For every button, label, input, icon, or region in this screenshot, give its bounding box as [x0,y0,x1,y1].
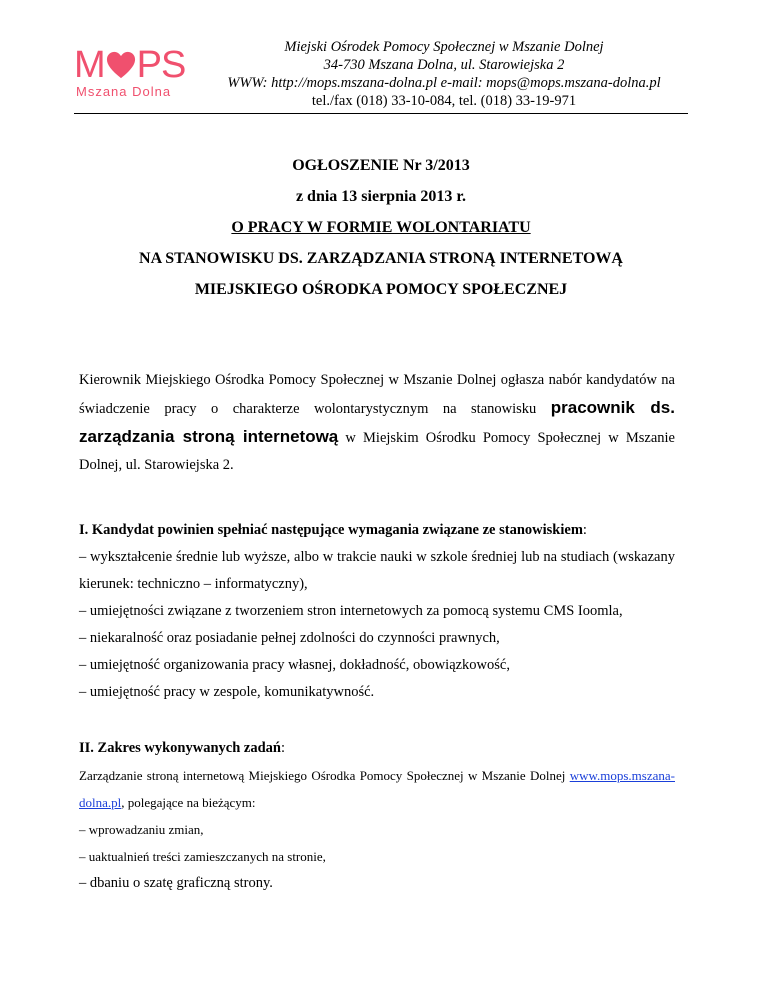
list-item: – dbaniu o szatę graficzną strony. [79,875,273,891]
list-item: – umiejętność pracy w zespole, komunikatywność. [79,684,375,700]
intro-text-2: w Miejskim Ośrodku Pomocy Społecznej w Mszanie Dolnej, ul. Starowiejska 2. [79,430,675,473]
org-web-email: WWW: http://mops.mszana-dolna.pl e-mail: mops@mops.mszana-dolna.pl [227,75,661,91]
announcement-number: OGŁOSZENIE Nr 3/2013 [292,157,470,174]
duties-section [79,735,675,897]
letterhead [0,36,768,116]
duties-heading: II. Zakres wykonywanych zadań: [79,740,286,756]
org-name: Miejski Ośrodek Pomocy Społecznej w Mszanie Dolnej [284,39,604,55]
announcement-institution: MIEJSKIEGO OŚRODKA POMOCY SPOŁECZNEJ [194,281,568,298]
position-name: pracownik ds. zarządzania stroną internetową [79,398,675,446]
duties-intro: Zarządzanie stroną internetową Miejskiego Ośrodka Pomocy Społecznej w Mszanie Dolnej www.mops.mszana-dolna.pl, polegające na bieżącym: [79,768,675,810]
announcement-date: z dnia 13 sierpnia 2013 r. [295,188,467,205]
list-item: – wykształcenie średnie lub wyższe, albo w trakcie nauki w szkole średniej lub na studiach (wskazany kierunek: techniczno – informatyczny), [79,549,675,592]
list-item: – umiejętność organizowania pracy własnej, dokładność, obowiązkowość, [79,657,510,673]
list-item: – wprowadzaniu zmian, [79,822,204,837]
list-item: – niekaralność oraz posiadanie pełnej zdolności do czynności prawnych, [79,630,500,646]
org-contact-block [200,38,688,110]
intro-text-1: Kierownik Miejskiego Ośrodka Pomocy Społecznej w Mszanie Dolnej ogłasza nabór kandydatów na świadczenie pracy o charakterze wolontarystycznym na stanowisku [79,372,675,417]
website-link[interactable]: www.mops.mszana-dolna.pl [79,768,675,810]
mops-logo [74,46,204,104]
header-divider [74,113,688,114]
requirements-section [79,517,675,706]
list-item: – uaktualnień treści zamieszczanych na stronie, [79,849,326,864]
logo-subtitle: Mszana Dolna [76,84,172,99]
list-item: – umiejętności związane z tworzeniem stron internetowych za pomocą systemu CMS Ioomla, [79,603,623,619]
intro-paragraph [79,367,675,479]
requirements-heading: I. Kandydat powinien spełniać następujące wymagania związane ze stanowiskiem: [79,522,587,538]
announcement-position: NA STANOWISKU DS. ZARZĄDZANIA STRONĄ INTERNETOWĄ [139,250,623,267]
heart-icon [106,50,136,80]
announcement-title [74,150,688,305]
org-address: 34-730 Mszana Dolna, ul. Starowiejska 2 [323,57,565,73]
announcement-subject: O PRACY W FORMIE WOLONTARIATU [231,219,531,236]
org-phones: tel./fax (018) 33-10-084, tel. (018) 33-19-971 [311,93,577,109]
logo-wordmark: M PS [74,44,186,86]
